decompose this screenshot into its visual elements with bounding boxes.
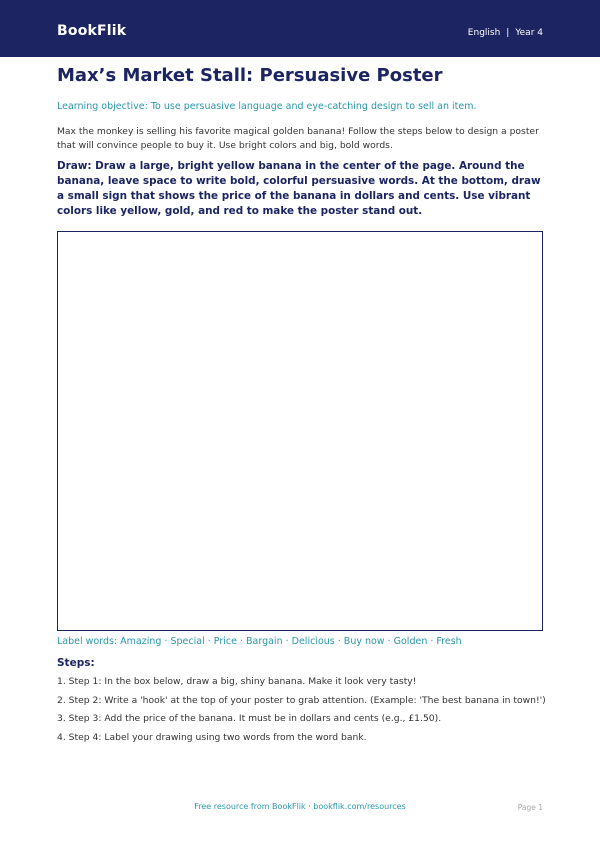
step-item: 3. Step 3: Add the price of the banana. It must be in dollars and cents (e.g., £1.50). [57,713,442,724]
steps-list [57,675,546,749]
drawing-box[interactable] [57,231,543,631]
header-bar [0,0,600,57]
meta-separator: | [506,28,510,38]
step-item: 4. Step 4: Label your drawing using two words from the word bank. [57,731,367,743]
intro-paragraph: Max the monkey is selling his favorite magical golden banana! Follow the steps below to design a poster that will convince people to buy it. Use bright colors and big, bold words. [57,126,539,151]
learning-objective: Learning objective: To use persuasive language and eye-catching design to sell an item. [57,101,477,112]
brand-logo[interactable]: BookFlik [57,23,127,39]
step-item: 2. Step 2: Write a 'hook' at the top of your poster to grab attention. (Example: 'The best banana in town!') [57,694,546,706]
page-title: Max’s Market Stall: Persuasive Poster [57,65,443,86]
steps-heading: Steps: [57,657,95,669]
page-number: Page 1 [517,803,543,812]
header-meta [468,28,543,38]
word-bank: Label words: Amazing · Special · Price · Bargain · Delicious · Buy now · Golden · Fresh [57,636,462,647]
subject-label: English [467,28,501,38]
draw-instruction: Draw: Draw a large, bright yellow banana in the center of the page. Around the banana, leave space to write bold, colorful persuasive words. At the bottom, draw a small sign that shows the price of the banana in dollars and cents. Use vibrant colors like yellow, gold, and red to make the poster stand out. [57,160,541,217]
step-item: 1. Step 1: In the box below, draw a big, shiny banana. Make it look very tasty! [57,676,417,687]
footer-link[interactable]: Free resource from BookFlik · bookflik.com/resources [194,802,406,811]
year-label: Year 4 [515,28,543,38]
